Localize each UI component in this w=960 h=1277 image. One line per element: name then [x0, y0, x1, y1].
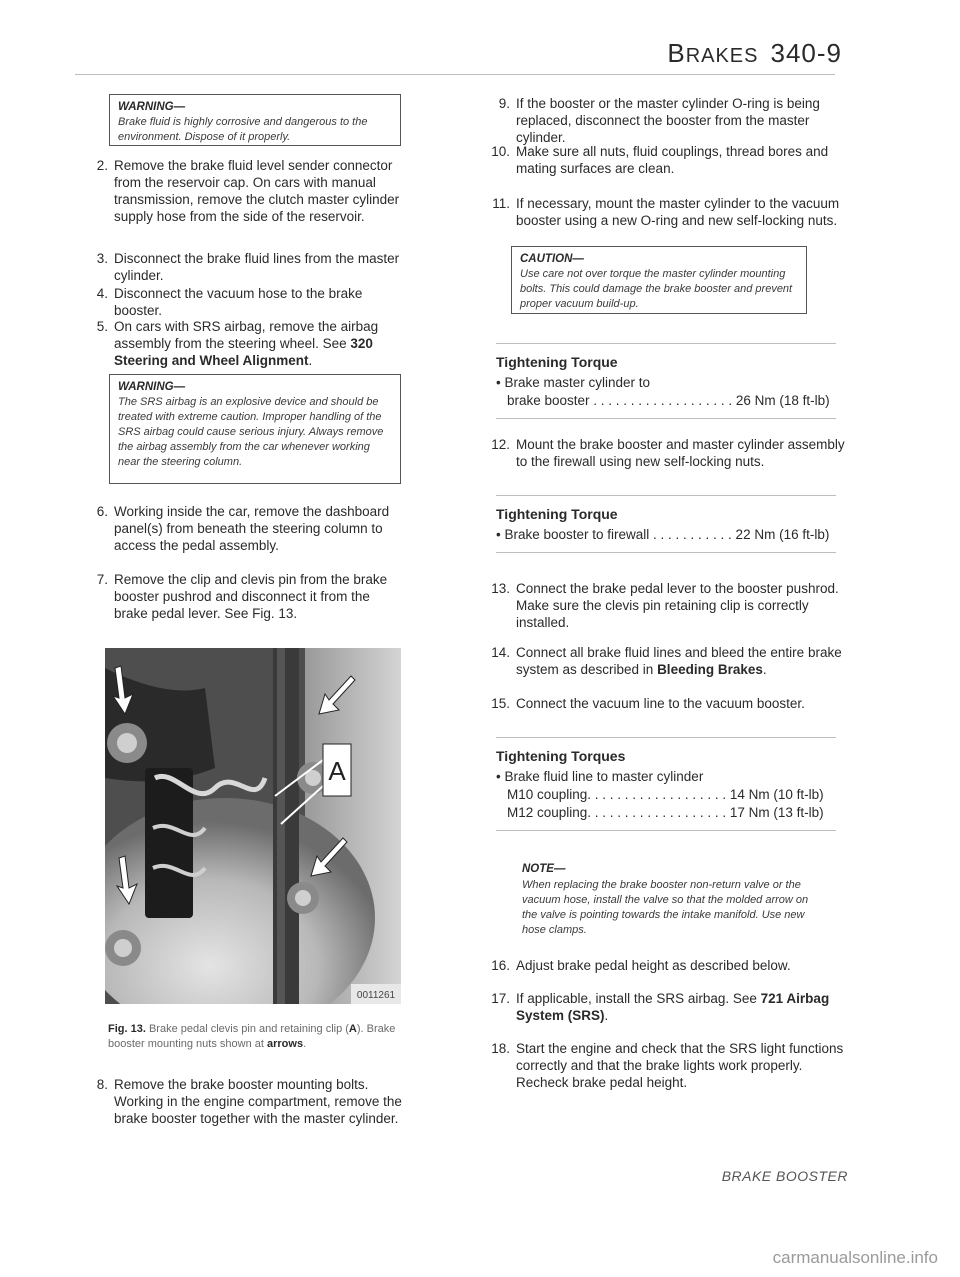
figure-callout-a: A	[328, 756, 346, 786]
site-watermark[interactable]: carmanualsonline.info	[772, 1248, 938, 1267]
step-number: 13.	[491, 581, 510, 596]
step-text: Remove the clip and clevis pin from the brake booster pushrod and disconnect it from the brake pedal lever. See Fig. 13.	[114, 572, 388, 621]
step-number: 7.	[96, 572, 108, 587]
step-number: 10.	[491, 144, 510, 159]
note-body: When replacing the brake booster non-return valve or the vacuum hose, install the valve so that the molded arrow on the valve is pointing towards the intake manifold. Use new hose clamps.	[522, 879, 809, 936]
section-footer: BRAKE BOOSTER	[721, 1168, 848, 1184]
step-number: 15.	[491, 696, 510, 711]
page-header	[667, 38, 842, 69]
torque-line: • Brake fluid line to master cylinder	[496, 769, 704, 784]
step-number: 6.	[96, 504, 108, 519]
step-text: Adjust brake pedal height as described below.	[516, 958, 791, 973]
step-number: 8.	[96, 1077, 108, 1092]
torque-line: • Brake booster to firewall . . . . . . . . . . . 22 Nm (16 ft-lb)	[496, 527, 830, 542]
header-title-rest: RAKES	[685, 45, 759, 67]
header-rule	[75, 74, 835, 75]
cross-reference-link[interactable]: 320 Steering and Wheel Alignment	[114, 336, 373, 368]
cross-reference-link[interactable]: 721 Airbag System (SRS)	[516, 991, 830, 1023]
step-number: 4.	[96, 286, 108, 301]
page-number: 340-9	[770, 38, 842, 68]
torque-line: M12 coupling. . . . . . . . . . . . . . . . . . . 17 Nm (13 ft-lb)	[507, 805, 824, 820]
step-text: Mount the brake booster and master cylinder assembly to the firewall using new self-locking nuts.	[516, 437, 845, 469]
note-heading: NOTE—	[522, 863, 566, 875]
figure-label: Fig. 13.	[108, 1023, 146, 1035]
warning-box-fluid	[109, 94, 401, 146]
torque-line: M10 coupling. . . . . . . . . . . . . . . . . . . 14 Nm (10 ft-lb)	[507, 787, 824, 802]
step-text: Make sure all nuts, fluid couplings, thread bores and mating surfaces are clean.	[516, 144, 829, 176]
warning-body: The SRS airbag is an explosive device and should be treated with extreme caution. Improper handling of the SRS airbag could cause serious injury. Always remove the airbag assembly from the car whenever working near the steering column.	[118, 396, 384, 468]
step-text: Working inside the car, remove the dashboard panel(s) from beneath the steering column to access the pedal assembly.	[114, 504, 390, 553]
step-text: On cars with SRS airbag, remove the airbag assembly from the steering wheel. See 320 Steering and Wheel Alignment.	[114, 319, 379, 368]
cross-reference-link[interactable]: Bleeding Brakes	[657, 662, 763, 677]
torque-spec-firewall	[496, 495, 836, 553]
step-number: 16.	[491, 958, 510, 973]
header-title-initial: B	[667, 38, 686, 68]
step-number: 17.	[491, 991, 510, 1006]
caution-body: Use care not over torque the master cylinder mounting bolts. This could damage the brake booster and prevent proper vacuum build-up.	[520, 268, 793, 310]
step-text: If necessary, mount the master cylinder to the vacuum booster using a new O-ring and new self-locking nuts.	[516, 196, 840, 228]
figure-image-id: 0011261	[356, 990, 396, 1001]
torque-line: • Brake master cylinder to	[496, 375, 651, 390]
step-text: Connect all brake fluid lines and bleed the entire brake system as described in Bleeding Brakes.	[516, 645, 842, 677]
caution-heading: CAUTION—	[520, 253, 584, 265]
step-number: 2.	[96, 158, 108, 173]
step-text: Remove the brake booster mounting bolts. Working in the engine compartment, remove the brake booster together with the master cylinder.	[114, 1077, 402, 1126]
step-number: 18.	[491, 1041, 510, 1056]
booster-photo-illustration	[105, 648, 401, 1004]
step-number: 14.	[491, 645, 510, 660]
figure-caption: Fig. 13. Brake pedal clevis pin and retaining clip (A). Brake booster mounting nuts shown at arrows.	[108, 1023, 396, 1050]
step-number: 3.	[96, 251, 108, 266]
step-text: Connect the vacuum line to the vacuum booster.	[516, 696, 805, 711]
step-number: 12.	[491, 437, 510, 452]
torque-spec-fluid-lines	[496, 737, 836, 831]
step-number: 11.	[492, 196, 510, 211]
step-text: If the booster or the master cylinder O-ring is being replaced, disconnect the booster from the master cylinder.	[516, 96, 820, 145]
torque-title: Tightening Torque	[496, 506, 618, 522]
step-text: Connect the brake pedal lever to the booster pushrod. Make sure the clevis pin retaining clip is correctly installed.	[516, 581, 839, 630]
step-number: 5.	[96, 319, 108, 334]
torque-title: Tightening Torques	[496, 748, 626, 764]
warning-box-srs	[109, 374, 401, 484]
warning-body: Brake fluid is highly corrosive and dangerous to the environment. Dispose of it properly.	[118, 116, 368, 143]
figure-photo	[105, 648, 401, 1004]
step-text: Disconnect the vacuum hose to the brake booster.	[114, 286, 363, 318]
torque-spec-master-cylinder	[496, 343, 836, 419]
warning-heading: WARNING—	[118, 381, 186, 393]
caution-box	[511, 246, 807, 314]
step-text: Remove the brake fluid level sender connector from the reservoir cap. On cars with manual transmission, remove the clutch master cylinder supply hose from the side of the reservoir.	[114, 158, 400, 224]
note-block	[522, 863, 822, 938]
step-text: If applicable, install the SRS airbag. See 721 Airbag System (SRS).	[516, 991, 830, 1023]
warning-heading: WARNING—	[118, 101, 186, 113]
torque-line: brake booster . . . . . . . . . . . . . . . . . . . 26 Nm (18 ft-lb)	[507, 393, 830, 408]
step-text: Disconnect the brake fluid lines from the master cylinder.	[114, 251, 400, 283]
step-number: 9.	[498, 96, 510, 111]
step-text: Start the engine and check that the SRS light functions correctly and that the brake lights work properly. Recheck brake pedal height.	[516, 1041, 844, 1090]
torque-title: Tightening Torque	[496, 354, 618, 370]
